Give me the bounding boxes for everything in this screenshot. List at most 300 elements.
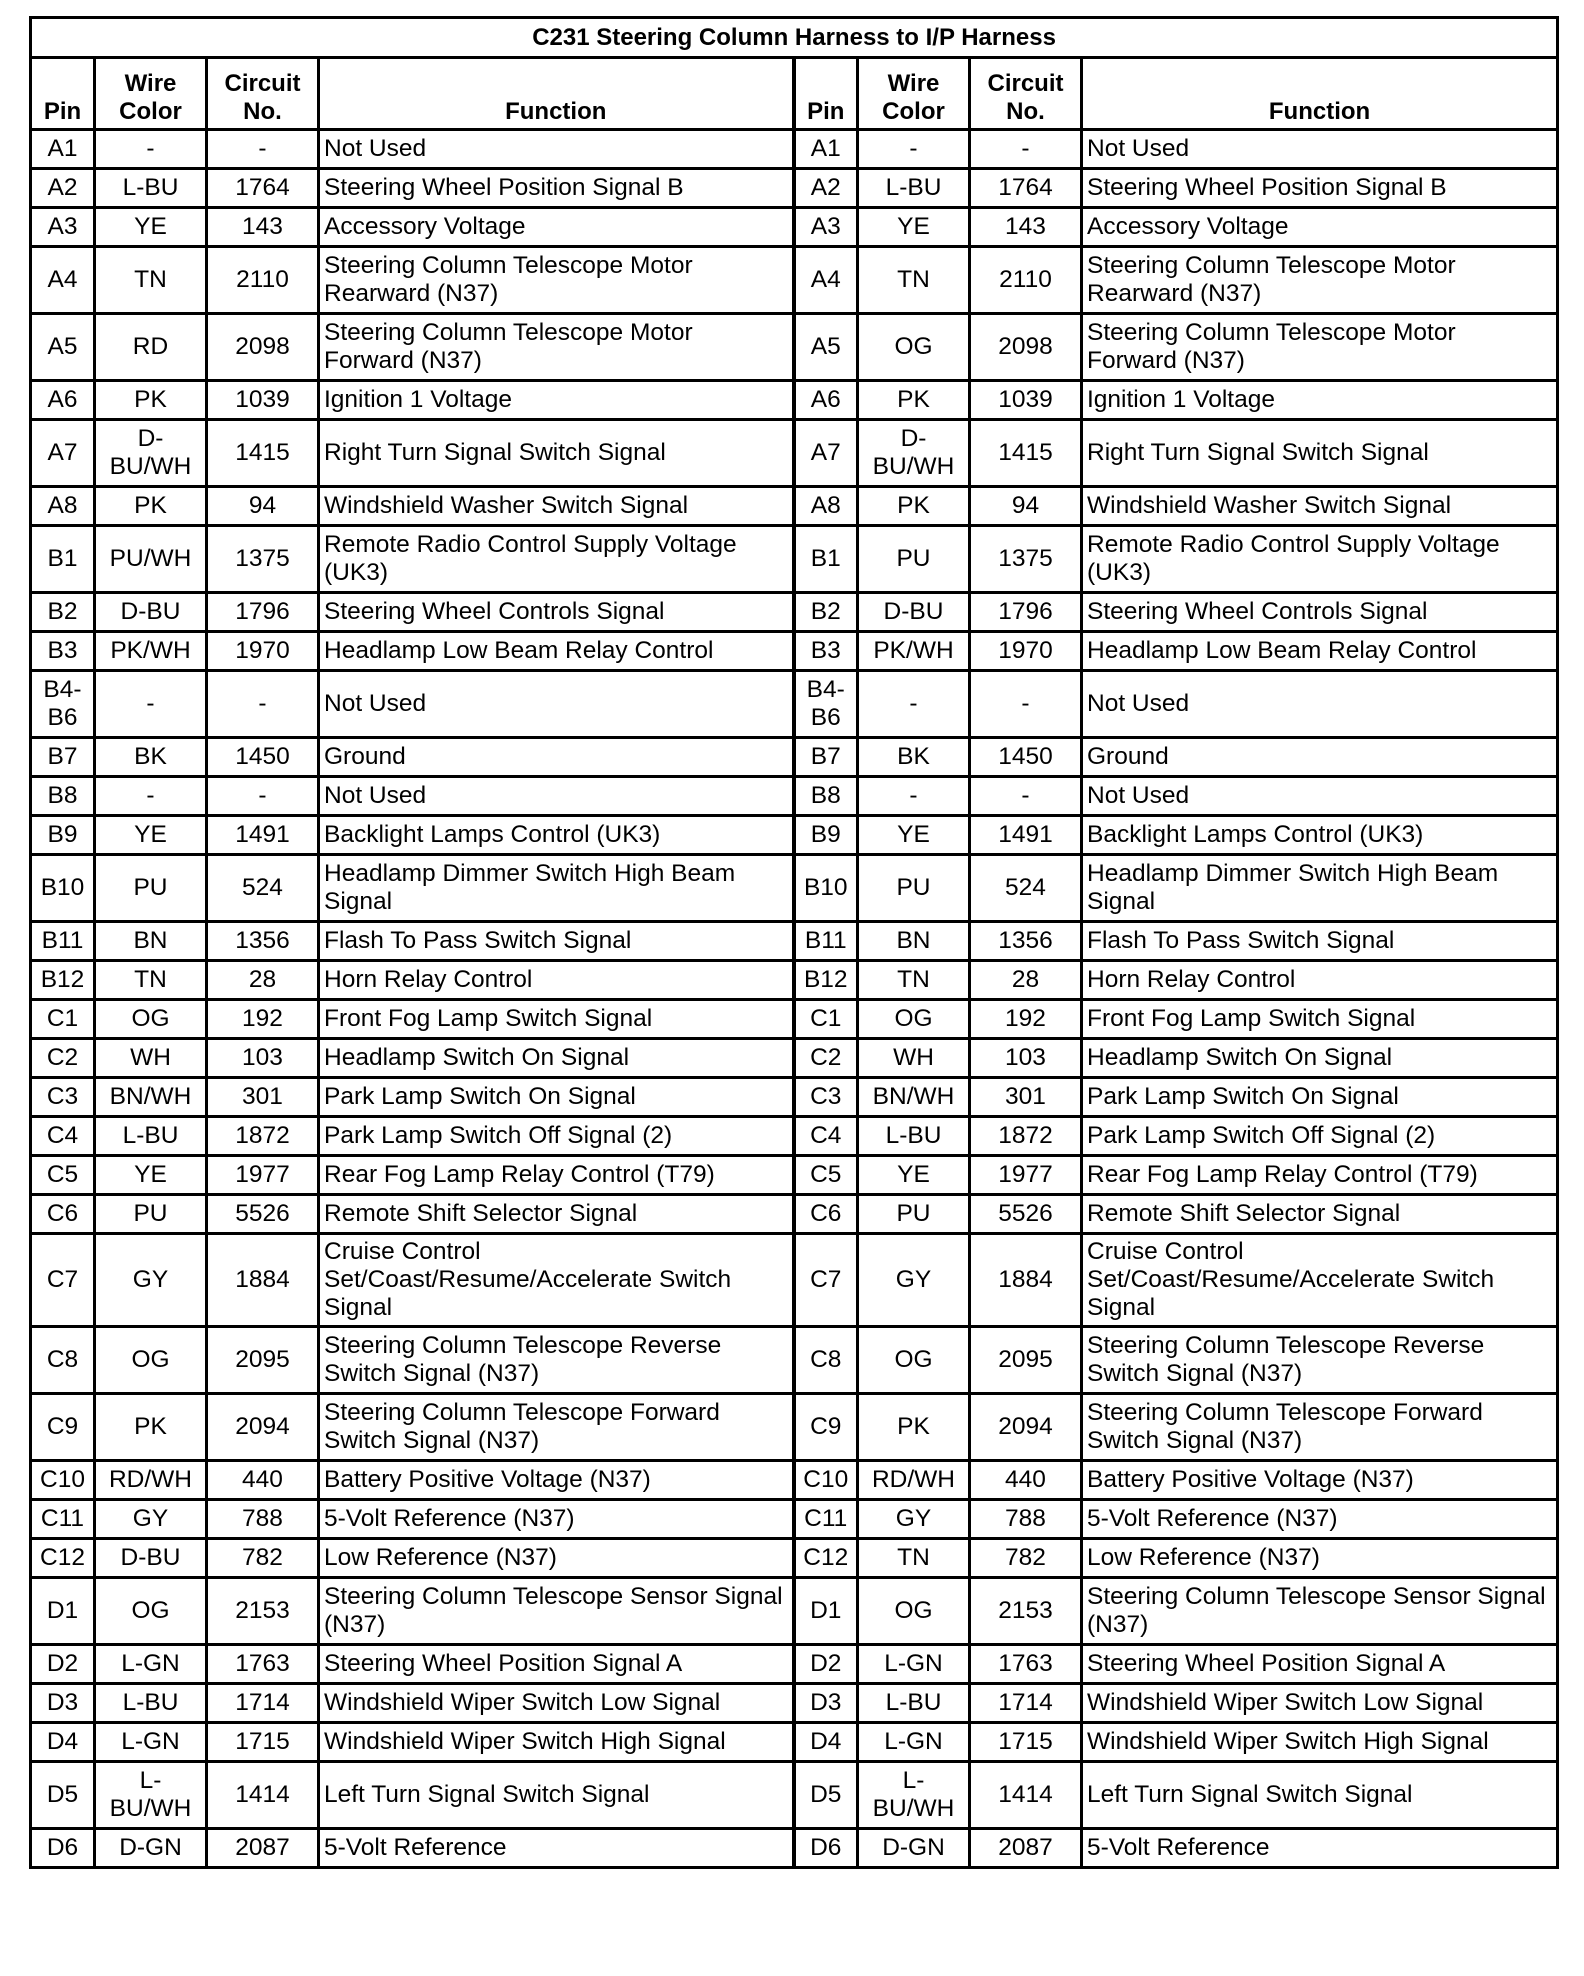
circuit-no-cell-right: 1414 bbox=[970, 1762, 1082, 1829]
pin-cell-right: C8 bbox=[794, 1327, 858, 1394]
function-cell-right: Headlamp Low Beam Relay Control bbox=[1082, 632, 1558, 671]
wire-color-cell-right: OG bbox=[858, 1327, 970, 1394]
function-header-left: Function bbox=[319, 58, 794, 130]
function-cell-right: Not Used bbox=[1082, 777, 1558, 816]
function-cell-left: Not Used bbox=[319, 130, 794, 169]
function-cell-left: Accessory Voltage bbox=[319, 208, 794, 247]
function-cell-right: Park Lamp Switch Off Signal (2) bbox=[1082, 1117, 1558, 1156]
circuit-no-cell-right: 1714 bbox=[970, 1684, 1082, 1723]
circuit-no-cell-right: - bbox=[970, 777, 1082, 816]
wire-color-cell-left: PK bbox=[95, 1394, 207, 1461]
wire-color-cell-right: PK bbox=[858, 1394, 970, 1461]
circuit-no-cell-right: 2110 bbox=[970, 247, 1082, 314]
pin-header-left: Pin bbox=[31, 58, 95, 130]
function-cell-left: Rear Fog Lamp Relay Control (T79) bbox=[319, 1156, 794, 1195]
wire-color-cell-right: PU bbox=[858, 855, 970, 922]
pin-cell-right: D1 bbox=[794, 1578, 858, 1645]
circuit-no-cell-left: 192 bbox=[207, 1000, 319, 1039]
function-cell-left: Front Fog Lamp Switch Signal bbox=[319, 1000, 794, 1039]
wire-color-cell-left: L-BU bbox=[95, 169, 207, 208]
pin-cell-left: D6 bbox=[31, 1829, 95, 1868]
function-cell-right: Steering Column Telescope Motor Forward (N37) bbox=[1082, 314, 1558, 381]
wire-color-cell-left: GY bbox=[95, 1234, 207, 1327]
circuit-no-cell-right: 1450 bbox=[970, 738, 1082, 777]
wire-color-cell-right: YE bbox=[858, 1156, 970, 1195]
pin-cell-left: B10 bbox=[31, 855, 95, 922]
wire-color-cell-left: PU bbox=[95, 1195, 207, 1234]
wire-color-cell-right: PU bbox=[858, 1195, 970, 1234]
circuit-no-cell-left: 2153 bbox=[207, 1578, 319, 1645]
table-row bbox=[31, 671, 1558, 738]
pin-cell-right: C6 bbox=[794, 1195, 858, 1234]
function-cell-right: Windshield Washer Switch Signal bbox=[1082, 487, 1558, 526]
function-cell-right: Low Reference (N37) bbox=[1082, 1539, 1558, 1578]
function-cell-right: 5-Volt Reference bbox=[1082, 1829, 1558, 1868]
pin-cell-right: C2 bbox=[794, 1039, 858, 1078]
table-row bbox=[31, 1000, 1558, 1039]
wire-color-cell-right: L-BU/WH bbox=[858, 1762, 970, 1829]
pin-cell-right: A2 bbox=[794, 169, 858, 208]
pin-cell-left: A4 bbox=[31, 247, 95, 314]
wire-color-cell-right: L-BU bbox=[858, 1117, 970, 1156]
function-cell-left: Steering Column Telescope Motor Forward (N37) bbox=[319, 314, 794, 381]
function-cell-right: Steering Wheel Controls Signal bbox=[1082, 593, 1558, 632]
wire-color-cell-left: D-BU bbox=[95, 1539, 207, 1578]
wire-color-cell-right: WH bbox=[858, 1039, 970, 1078]
pin-cell-left: A8 bbox=[31, 487, 95, 526]
wire-color-cell-left: TN bbox=[95, 247, 207, 314]
wire-color-cell-left: PU/WH bbox=[95, 526, 207, 593]
connector-pinout-table bbox=[29, 16, 1559, 1869]
circuit-no-cell-right: 192 bbox=[970, 1000, 1082, 1039]
pin-cell-left: B2 bbox=[31, 593, 95, 632]
table-row bbox=[31, 632, 1558, 671]
pin-header-right: Pin bbox=[794, 58, 858, 130]
function-cell-right: Backlight Lamps Control (UK3) bbox=[1082, 816, 1558, 855]
pin-cell-right: A3 bbox=[794, 208, 858, 247]
function-cell-left: Right Turn Signal Switch Signal bbox=[319, 420, 794, 487]
pin-cell-left: C5 bbox=[31, 1156, 95, 1195]
pin-cell-right: B10 bbox=[794, 855, 858, 922]
circuit-no-cell-right: 440 bbox=[970, 1461, 1082, 1500]
function-header-right: Function bbox=[1082, 58, 1558, 130]
circuit-no-cell-left: - bbox=[207, 130, 319, 169]
pin-cell-right: C4 bbox=[794, 1117, 858, 1156]
pin-cell-left: B4-B6 bbox=[31, 671, 95, 738]
function-cell-left: 5-Volt Reference (N37) bbox=[319, 1500, 794, 1539]
wire-color-cell-left: OG bbox=[95, 1327, 207, 1394]
table-row bbox=[31, 1762, 1558, 1829]
table-row bbox=[31, 1578, 1558, 1645]
function-cell-left: Remote Shift Selector Signal bbox=[319, 1195, 794, 1234]
wire-color-cell-left: OG bbox=[95, 1000, 207, 1039]
wire-color-cell-left: L-BU bbox=[95, 1684, 207, 1723]
wire-color-cell-right: L-BU bbox=[858, 169, 970, 208]
circuit-no-cell-right: 2087 bbox=[970, 1829, 1082, 1868]
wire-color-cell-right: TN bbox=[858, 961, 970, 1000]
pin-cell-left: C2 bbox=[31, 1039, 95, 1078]
table-row bbox=[31, 1327, 1558, 1394]
pin-cell-left: D2 bbox=[31, 1645, 95, 1684]
function-cell-left: Left Turn Signal Switch Signal bbox=[319, 1762, 794, 1829]
table-row bbox=[31, 169, 1558, 208]
circuit-no-cell-right: 1970 bbox=[970, 632, 1082, 671]
pin-cell-right: A4 bbox=[794, 247, 858, 314]
table-row bbox=[31, 1684, 1558, 1723]
circuit-no-cell-right: 1715 bbox=[970, 1723, 1082, 1762]
wire-color-cell-left: OG bbox=[95, 1578, 207, 1645]
function-cell-right: Flash To Pass Switch Signal bbox=[1082, 922, 1558, 961]
wire-color-cell-right: BN bbox=[858, 922, 970, 961]
function-cell-left: Battery Positive Voltage (N37) bbox=[319, 1461, 794, 1500]
pin-cell-right: C10 bbox=[794, 1461, 858, 1500]
circuit-no-cell-left: 1977 bbox=[207, 1156, 319, 1195]
circuit-no-cell-right: 2094 bbox=[970, 1394, 1082, 1461]
table-row bbox=[31, 1645, 1558, 1684]
table-row bbox=[31, 208, 1558, 247]
circuit-no-cell-left: 103 bbox=[207, 1039, 319, 1078]
function-cell-left: Steering Column Telescope Sensor Signal (N37) bbox=[319, 1578, 794, 1645]
function-cell-right: Ignition 1 Voltage bbox=[1082, 381, 1558, 420]
pin-cell-right: D3 bbox=[794, 1684, 858, 1723]
table-row bbox=[31, 1234, 1558, 1327]
circuit-no-cell-left: 1039 bbox=[207, 381, 319, 420]
pin-cell-right: B2 bbox=[794, 593, 858, 632]
wire-color-cell-left: - bbox=[95, 777, 207, 816]
wire-color-cell-right: L-BU bbox=[858, 1684, 970, 1723]
circuit-no-cell-right: 782 bbox=[970, 1539, 1082, 1578]
circuit-no-cell-right: 1039 bbox=[970, 381, 1082, 420]
function-cell-left: Steering Wheel Controls Signal bbox=[319, 593, 794, 632]
pin-cell-right: A7 bbox=[794, 420, 858, 487]
wire-color-cell-left: PU bbox=[95, 855, 207, 922]
wire-color-cell-left: - bbox=[95, 671, 207, 738]
table-row bbox=[31, 1539, 1558, 1578]
pin-cell-right: C5 bbox=[794, 1156, 858, 1195]
circuit-no-cell-left: 2095 bbox=[207, 1327, 319, 1394]
circuit-no-cell-right: 1977 bbox=[970, 1156, 1082, 1195]
pin-cell-right: B11 bbox=[794, 922, 858, 961]
pin-cell-left: B3 bbox=[31, 632, 95, 671]
pin-cell-left: D5 bbox=[31, 1762, 95, 1829]
pin-cell-right: B9 bbox=[794, 816, 858, 855]
pin-cell-right: C12 bbox=[794, 1539, 858, 1578]
function-cell-left: 5-Volt Reference bbox=[319, 1829, 794, 1868]
circuit-no-cell-left: 1796 bbox=[207, 593, 319, 632]
circuit-no-cell-left: 1414 bbox=[207, 1762, 319, 1829]
function-cell-right: Windshield Wiper Switch High Signal bbox=[1082, 1723, 1558, 1762]
function-cell-right: Remote Shift Selector Signal bbox=[1082, 1195, 1558, 1234]
circuit-no-cell-right: 1884 bbox=[970, 1234, 1082, 1327]
circuit-no-cell-left: 1872 bbox=[207, 1117, 319, 1156]
pin-cell-right: D4 bbox=[794, 1723, 858, 1762]
circuit-no-cell-left: 1764 bbox=[207, 169, 319, 208]
circuit-no-cell-right: 5526 bbox=[970, 1195, 1082, 1234]
wire-color-cell-left: WH bbox=[95, 1039, 207, 1078]
table-row bbox=[31, 381, 1558, 420]
function-cell-left: Steering Column Telescope Motor Rearward (N37) bbox=[319, 247, 794, 314]
wire-color-cell-right: YE bbox=[858, 816, 970, 855]
circuit-no-cell-left: 2098 bbox=[207, 314, 319, 381]
pin-cell-left: C12 bbox=[31, 1539, 95, 1578]
wire-color-cell-left: RD/WH bbox=[95, 1461, 207, 1500]
wire-color-cell-left: L-GN bbox=[95, 1645, 207, 1684]
table-row bbox=[31, 247, 1558, 314]
pin-cell-left: B1 bbox=[31, 526, 95, 593]
pin-cell-right: C1 bbox=[794, 1000, 858, 1039]
pin-cell-right: B8 bbox=[794, 777, 858, 816]
function-cell-right: 5-Volt Reference (N37) bbox=[1082, 1500, 1558, 1539]
pin-cell-right: A5 bbox=[794, 314, 858, 381]
wire-color-cell-right: YE bbox=[858, 208, 970, 247]
wire-color-header-right: Wire Color bbox=[858, 58, 970, 130]
circuit-no-cell-right: - bbox=[970, 671, 1082, 738]
table-row bbox=[31, 1500, 1558, 1539]
pin-cell-left: A7 bbox=[31, 420, 95, 487]
table-row bbox=[31, 420, 1558, 487]
wire-color-cell-right: - bbox=[858, 130, 970, 169]
pin-cell-left: C10 bbox=[31, 1461, 95, 1500]
pin-cell-right: B3 bbox=[794, 632, 858, 671]
function-cell-right: Steering Column Telescope Sensor Signal (N37) bbox=[1082, 1578, 1558, 1645]
function-cell-left: Ignition 1 Voltage bbox=[319, 381, 794, 420]
circuit-no-cell-left: 1884 bbox=[207, 1234, 319, 1327]
wire-color-cell-right: BN/WH bbox=[858, 1078, 970, 1117]
wire-color-cell-right: L-GN bbox=[858, 1645, 970, 1684]
wire-color-cell-right: BK bbox=[858, 738, 970, 777]
wire-color-cell-left: D-BU/WH bbox=[95, 420, 207, 487]
wire-color-cell-right: PK bbox=[858, 487, 970, 526]
pin-cell-right: B7 bbox=[794, 738, 858, 777]
pin-cell-right: C9 bbox=[794, 1394, 858, 1461]
table-row bbox=[31, 1394, 1558, 1461]
circuit-no-cell-right: 1415 bbox=[970, 420, 1082, 487]
circuit-no-cell-left: 2087 bbox=[207, 1829, 319, 1868]
circuit-no-cell-right: 143 bbox=[970, 208, 1082, 247]
pin-cell-right: B4-B6 bbox=[794, 671, 858, 738]
function-cell-right: Steering Column Telescope Forward Switch Signal (N37) bbox=[1082, 1394, 1558, 1461]
function-cell-right: Not Used bbox=[1082, 130, 1558, 169]
wire-color-header-left: Wire Color bbox=[95, 58, 207, 130]
wire-color-cell-right: OG bbox=[858, 314, 970, 381]
wire-color-cell-right: - bbox=[858, 777, 970, 816]
function-cell-right: Not Used bbox=[1082, 671, 1558, 738]
wire-color-cell-right: PU bbox=[858, 526, 970, 593]
pin-cell-right: A6 bbox=[794, 381, 858, 420]
function-cell-right: Rear Fog Lamp Relay Control (T79) bbox=[1082, 1156, 1558, 1195]
circuit-no-cell-left: 2094 bbox=[207, 1394, 319, 1461]
wire-color-cell-left: BK bbox=[95, 738, 207, 777]
circuit-no-cell-left: 440 bbox=[207, 1461, 319, 1500]
pin-cell-right: C7 bbox=[794, 1234, 858, 1327]
function-cell-right: Headlamp Dimmer Switch High Beam Signal bbox=[1082, 855, 1558, 922]
wire-color-cell-right: PK bbox=[858, 381, 970, 420]
pin-cell-left: B11 bbox=[31, 922, 95, 961]
pin-cell-right: B1 bbox=[794, 526, 858, 593]
function-cell-left: Headlamp Low Beam Relay Control bbox=[319, 632, 794, 671]
wire-color-cell-left: L-BU bbox=[95, 1117, 207, 1156]
circuit-no-cell-right: 2098 bbox=[970, 314, 1082, 381]
pin-cell-left: D1 bbox=[31, 1578, 95, 1645]
function-cell-left: Headlamp Switch On Signal bbox=[319, 1039, 794, 1078]
function-cell-left: Steering Column Telescope Reverse Switch Signal (N37) bbox=[319, 1327, 794, 1394]
table-row bbox=[31, 1461, 1558, 1500]
circuit-no-cell-left: - bbox=[207, 777, 319, 816]
circuit-no-cell-right: 1796 bbox=[970, 593, 1082, 632]
function-cell-left: Park Lamp Switch On Signal bbox=[319, 1078, 794, 1117]
pin-cell-left: C8 bbox=[31, 1327, 95, 1394]
table-row bbox=[31, 922, 1558, 961]
pin-rows bbox=[31, 130, 1558, 1868]
wire-color-cell-left: D-BU bbox=[95, 593, 207, 632]
circuit-no-cell-right: 103 bbox=[970, 1039, 1082, 1078]
circuit-no-cell-right: 1491 bbox=[970, 816, 1082, 855]
function-cell-left: Windshield Wiper Switch Low Signal bbox=[319, 1684, 794, 1723]
circuit-no-cell-left: 94 bbox=[207, 487, 319, 526]
table-row bbox=[31, 855, 1558, 922]
function-cell-left: Backlight Lamps Control (UK3) bbox=[319, 816, 794, 855]
circuit-no-cell-right: 2153 bbox=[970, 1578, 1082, 1645]
circuit-no-cell-right: 1375 bbox=[970, 526, 1082, 593]
pin-cell-left: A5 bbox=[31, 314, 95, 381]
wire-color-cell-left: PK bbox=[95, 381, 207, 420]
circuit-no-cell-left: 1970 bbox=[207, 632, 319, 671]
function-cell-left: Cruise Control Set/Coast/Resume/Accelerate Switch Signal bbox=[319, 1234, 794, 1327]
circuit-no-cell-right: 28 bbox=[970, 961, 1082, 1000]
table-row bbox=[31, 1156, 1558, 1195]
pin-cell-left: C4 bbox=[31, 1117, 95, 1156]
pin-cell-left: A2 bbox=[31, 169, 95, 208]
function-cell-left: Low Reference (N37) bbox=[319, 1539, 794, 1578]
table-row bbox=[31, 777, 1558, 816]
wire-color-cell-left: YE bbox=[95, 816, 207, 855]
table-row bbox=[31, 130, 1558, 169]
pin-cell-left: C3 bbox=[31, 1078, 95, 1117]
table-row bbox=[31, 816, 1558, 855]
function-cell-right: Ground bbox=[1082, 738, 1558, 777]
circuit-no-cell-right: 1872 bbox=[970, 1117, 1082, 1156]
pin-cell-left: A6 bbox=[31, 381, 95, 420]
pin-cell-right: D2 bbox=[794, 1645, 858, 1684]
pin-cell-left: B12 bbox=[31, 961, 95, 1000]
wire-color-cell-right: D-BU/WH bbox=[858, 420, 970, 487]
circuit-no-cell-right: 1356 bbox=[970, 922, 1082, 961]
pin-cell-left: C11 bbox=[31, 1500, 95, 1539]
table-row bbox=[31, 1723, 1558, 1762]
pin-cell-left: D4 bbox=[31, 1723, 95, 1762]
circuit-no-cell-left: 1714 bbox=[207, 1684, 319, 1723]
wire-color-cell-left: GY bbox=[95, 1500, 207, 1539]
function-cell-right: Battery Positive Voltage (N37) bbox=[1082, 1461, 1558, 1500]
wire-color-cell-left: TN bbox=[95, 961, 207, 1000]
table-row bbox=[31, 961, 1558, 1000]
table-row bbox=[31, 487, 1558, 526]
circuit-no-cell-right: - bbox=[970, 130, 1082, 169]
circuit-no-cell-left: 1356 bbox=[207, 922, 319, 961]
function-cell-right: Right Turn Signal Switch Signal bbox=[1082, 420, 1558, 487]
wire-color-cell-right: L-GN bbox=[858, 1723, 970, 1762]
circuit-no-cell-right: 524 bbox=[970, 855, 1082, 922]
function-cell-right: Windshield Wiper Switch Low Signal bbox=[1082, 1684, 1558, 1723]
wire-color-cell-right: PK/WH bbox=[858, 632, 970, 671]
function-cell-right: Horn Relay Control bbox=[1082, 961, 1558, 1000]
wire-color-cell-left: D-GN bbox=[95, 1829, 207, 1868]
circuit-no-cell-left: 28 bbox=[207, 961, 319, 1000]
wire-color-cell-left: RD bbox=[95, 314, 207, 381]
table-title: C231 Steering Column Harness to I/P Harness bbox=[31, 18, 1558, 58]
pin-cell-left: D3 bbox=[31, 1684, 95, 1723]
wire-color-cell-left: PK/WH bbox=[95, 632, 207, 671]
table-row bbox=[31, 1829, 1558, 1868]
function-cell-right: Remote Radio Control Supply Voltage (UK3) bbox=[1082, 526, 1558, 593]
pin-cell-right: B12 bbox=[794, 961, 858, 1000]
function-cell-right: Steering Column Telescope Reverse Switch Signal (N37) bbox=[1082, 1327, 1558, 1394]
table-row bbox=[31, 1117, 1558, 1156]
pin-cell-left: C9 bbox=[31, 1394, 95, 1461]
circuit-no-header-right: Circuit No. bbox=[970, 58, 1082, 130]
pin-cell-left: B9 bbox=[31, 816, 95, 855]
circuit-no-cell-left: 143 bbox=[207, 208, 319, 247]
table-row bbox=[31, 1078, 1558, 1117]
function-cell-right: Front Fog Lamp Switch Signal bbox=[1082, 1000, 1558, 1039]
pin-cell-right: D6 bbox=[794, 1829, 858, 1868]
circuit-no-cell-left: 5526 bbox=[207, 1195, 319, 1234]
pin-cell-right: A1 bbox=[794, 130, 858, 169]
circuit-no-cell-left: 1715 bbox=[207, 1723, 319, 1762]
wire-color-cell-right: GY bbox=[858, 1500, 970, 1539]
pin-cell-right: D5 bbox=[794, 1762, 858, 1829]
wire-color-cell-left: YE bbox=[95, 1156, 207, 1195]
wire-color-cell-right: D-BU bbox=[858, 593, 970, 632]
wire-color-cell-left: BN/WH bbox=[95, 1078, 207, 1117]
circuit-no-cell-left: 1763 bbox=[207, 1645, 319, 1684]
pin-cell-left: A1 bbox=[31, 130, 95, 169]
function-cell-left: Headlamp Dimmer Switch High Beam Signal bbox=[319, 855, 794, 922]
wire-color-cell-right: - bbox=[858, 671, 970, 738]
function-cell-left: Ground bbox=[319, 738, 794, 777]
wire-color-cell-right: GY bbox=[858, 1234, 970, 1327]
function-cell-left: Remote Radio Control Supply Voltage (UK3) bbox=[319, 526, 794, 593]
function-cell-right: Park Lamp Switch On Signal bbox=[1082, 1078, 1558, 1117]
table-row bbox=[31, 314, 1558, 381]
function-cell-left: Steering Wheel Position Signal B bbox=[319, 169, 794, 208]
wire-color-cell-right: TN bbox=[858, 247, 970, 314]
table-row bbox=[31, 1195, 1558, 1234]
circuit-no-cell-right: 2095 bbox=[970, 1327, 1082, 1394]
pin-cell-right: C11 bbox=[794, 1500, 858, 1539]
function-cell-left: Windshield Washer Switch Signal bbox=[319, 487, 794, 526]
wire-color-cell-left: - bbox=[95, 130, 207, 169]
function-cell-left: Flash To Pass Switch Signal bbox=[319, 922, 794, 961]
circuit-no-cell-left: 1491 bbox=[207, 816, 319, 855]
function-cell-left: Not Used bbox=[319, 777, 794, 816]
header-row bbox=[31, 58, 1558, 130]
circuit-no-cell-right: 301 bbox=[970, 1078, 1082, 1117]
function-cell-right: Steering Wheel Position Signal A bbox=[1082, 1645, 1558, 1684]
function-cell-left: Park Lamp Switch Off Signal (2) bbox=[319, 1117, 794, 1156]
circuit-no-cell-right: 1763 bbox=[970, 1645, 1082, 1684]
wire-color-cell-left: YE bbox=[95, 208, 207, 247]
circuit-no-cell-right: 1764 bbox=[970, 169, 1082, 208]
circuit-no-cell-left: 524 bbox=[207, 855, 319, 922]
pin-cell-left: A3 bbox=[31, 208, 95, 247]
function-cell-right: Left Turn Signal Switch Signal bbox=[1082, 1762, 1558, 1829]
function-cell-left: Windshield Wiper Switch High Signal bbox=[319, 1723, 794, 1762]
circuit-no-cell-left: 1375 bbox=[207, 526, 319, 593]
pin-cell-right: C3 bbox=[794, 1078, 858, 1117]
circuit-no-cell-left: 1450 bbox=[207, 738, 319, 777]
function-cell-right: Steering Column Telescope Motor Rearward (N37) bbox=[1082, 247, 1558, 314]
